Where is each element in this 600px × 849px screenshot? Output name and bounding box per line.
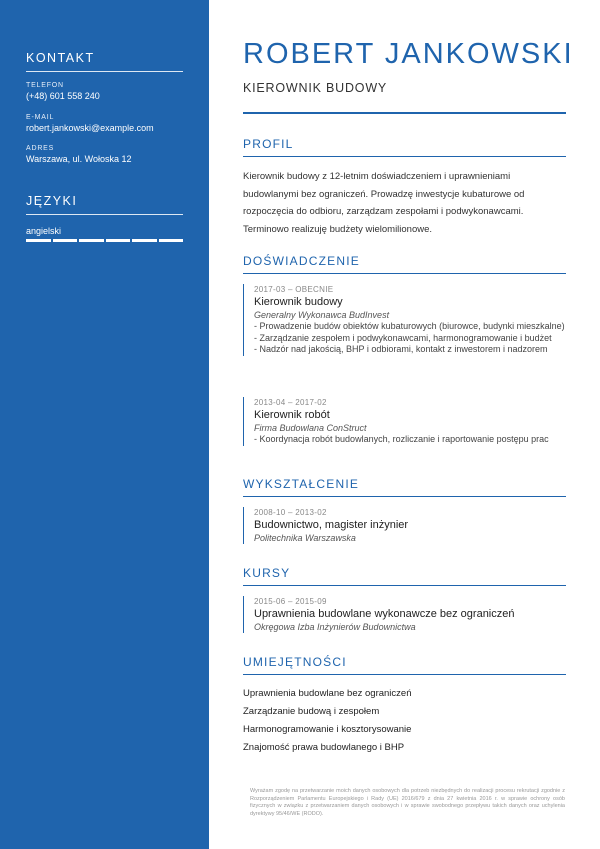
skill-item: Znajomość prawa budowlanego i BHP [243, 742, 405, 753]
entry-dates: 2008-10 – 2013-02 [254, 508, 327, 517]
entry-dates: 2017-03 – OBECNIE [254, 285, 334, 294]
entry-title: Uprawnienia budowlane wykonawcze bez ograniczeń [254, 608, 515, 620]
entry-dates: 2013-04 – 2017-02 [254, 398, 327, 407]
experience-entry [243, 284, 566, 356]
entry-bullet: - Zarządzanie zespołem i podwykonawcami, harmonogramowanie i budżet [254, 332, 552, 343]
header-divider [243, 112, 566, 114]
skills-heading: UMIEJĘTNOŚCI [243, 655, 566, 675]
entry-organization: Okręgowa Izba Inżynierów Budownictwa [254, 622, 416, 632]
entry-bullets [254, 434, 566, 446]
course-entry [243, 596, 566, 633]
gdpr-consent-clause: Wyrażam zgodę na przetwarzanie moich danych osobowych dla potrzeb niezbędnych do realizacji procesu rekrutacji zgodnie z Rozporządzeniem Parlamentu Europejskiego i Rady (UE) 2016/679 z dnia 27 kwietnia 2016 r. w sprawie ochrony osób fizycznych w związku z przetwarzaniem danych osobowych i w sprawie swobodnego przepływu takich danych oraz uchylenia dyrektywy 95/46/WE (RODO). [250, 788, 565, 817]
languages-heading: JĘZYKI [26, 194, 183, 215]
education-heading: WYKSZTAŁCENIE [243, 477, 566, 497]
entry-bullets [254, 321, 566, 356]
skill-item: Harmonogramowanie i kosztorysowanie [243, 724, 412, 735]
language-level-bar [26, 239, 183, 242]
contact-address [26, 145, 183, 164]
entry-title: Kierownik robót [254, 409, 330, 421]
entry-organization: Generalny Wykonawca BudInvest [254, 310, 390, 320]
entry-bullet: - Koordynacja robót budowlanych, rozliczanie i raportowanie postępu prac [254, 434, 549, 444]
entry-dates: 2015-06 – 2015-09 [254, 597, 327, 606]
entry-title: Kierownik budowy [254, 296, 343, 308]
profile-text: Kierownik budowy z 12-letnim doświadczeniem i uprawnieniami budowlanymi bez ograniczeń. Prowadzę inwestycje kubaturowe od rozpoczęcia do odbioru, zarządzam zespołami i podwykonawcami. Terminowo realizuję budżety wielomilionowe. [243, 171, 525, 235]
entry-organization: Firma Budowlana ConStruct [254, 423, 367, 433]
contact-phone-label: TELEFON [26, 82, 64, 89]
skills-list [243, 687, 566, 759]
contact-address-label: ADRES [26, 145, 55, 152]
entry-title: Budownictwo, magister inżynier [254, 519, 409, 531]
job-title: KIEROWNIK BUDOWY [243, 81, 388, 95]
contact-phone-value: (+48) 601 558 240 [26, 91, 100, 101]
contact-address-value: Warszawa, ul. Wołoska 12 [26, 154, 132, 164]
person-name: ROBERT JANKOWSKI [243, 38, 574, 70]
contact-email-label: E-MAIL [26, 114, 55, 121]
experience-entry [243, 397, 566, 446]
language-level-segment [53, 239, 78, 242]
contact-email [26, 114, 183, 133]
language-level-segment [159, 239, 184, 242]
entry-bullet: - Prowadzenie budów obiektów kubaturowych (biurowce, budynki mieszkalne) [254, 321, 565, 331]
entry-bullet: - Nadzór nad jakością, BHP i odbiorami, kontakt z inwestorem i nadzorem [254, 344, 548, 354]
experience-heading: DOŚWIADCZENIE [243, 254, 566, 274]
entry-organization: Politechnika Warszawska [254, 533, 356, 543]
language-level-segment [26, 239, 51, 242]
contact-heading: KONTAKT [26, 51, 183, 72]
language-level-segment [106, 239, 131, 242]
language-name: angielski [26, 226, 62, 236]
courses-heading: KURSY [243, 566, 566, 586]
language-level-segment [79, 239, 104, 242]
skill-item: Uprawnienia budowlane bez ograniczeń [243, 688, 412, 699]
contact-phone [26, 82, 183, 101]
contact-email-value: robert.jankowski@example.com [26, 123, 154, 133]
sidebar [0, 0, 209, 849]
profile-heading: PROFIL [243, 137, 566, 157]
skill-item: Zarządzanie budową i zespołem [243, 706, 380, 717]
education-entry [243, 507, 566, 544]
language-level-segment [132, 239, 157, 242]
